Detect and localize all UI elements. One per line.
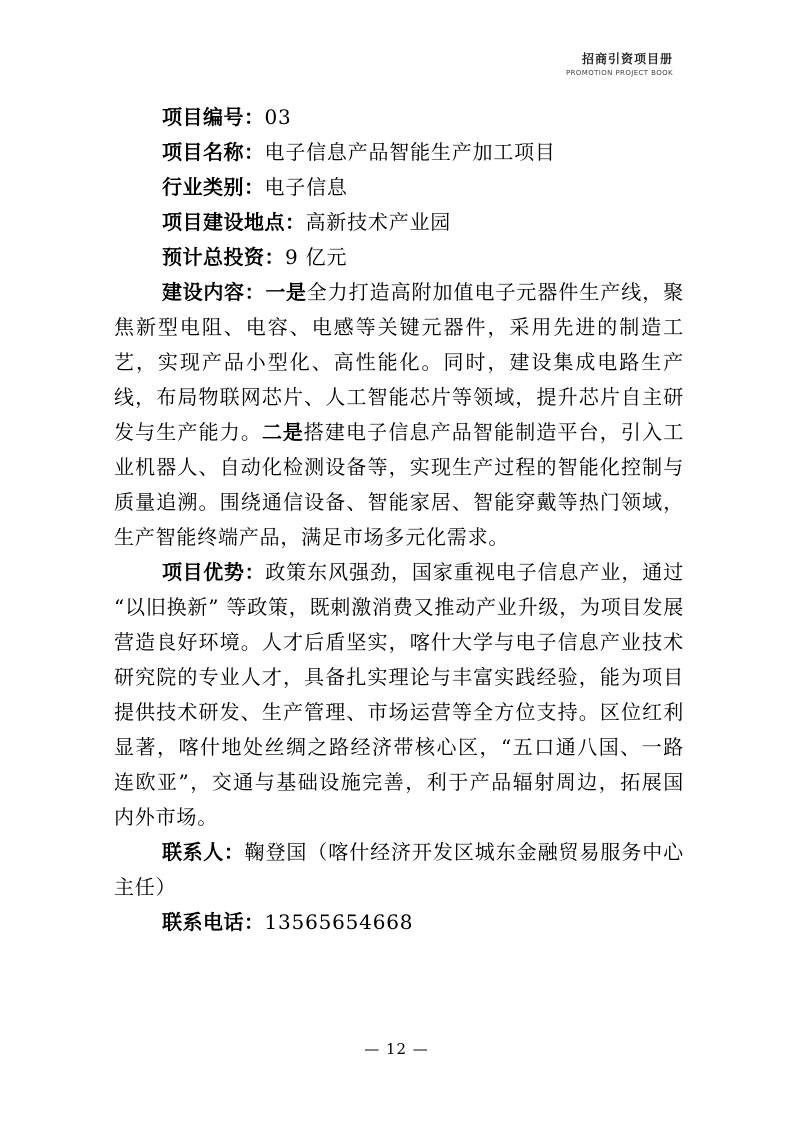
contact-paragraph — [114, 835, 684, 905]
project-name-value: 电子信息产品智能生产加工项目 — [264, 140, 556, 164]
contact-label: 联系人： — [162, 840, 245, 864]
advantage-text: 政策东风强劲，国家重视电子信息产业，通过 “以旧换新” 等政策，既刺激消费又推动产业升级，为项目发展营造良好环境。人才后盾坚实，喀什大学与电子信息产业技术研究院的专业人才，具备扎实理论与丰富实践经验，能为项目提供技术研发、生产管理、市场运营等全方位支持。区位红利显著，喀什地处丝绸之路经济带核心区，“五口通八国、一路连欧亚”，交通与基础设施完善，利于产品辐射周边，拓展国内外市场。 — [114, 560, 685, 829]
content-part1-text: 全力打造高附加值电子元器件生产线，聚焦新型电阻、电容、电感等关键元器件，采用先进的制造工艺，实现产品小型化、高性能化。同时，建设集成电路生产线，布局物联网芯片、人工智能芯片等领域，提升芯片自主研发与生产能力。 — [114, 280, 685, 444]
location-value: 高新技术产业园 — [305, 210, 452, 234]
page-number: — 12 — — [364, 1040, 429, 1058]
investment-label: 预计总投资： — [162, 245, 285, 269]
advantage-label: 项目优势： — [162, 560, 266, 584]
investment-value: 9 亿元 — [285, 245, 348, 269]
project-number-value: 03 — [264, 105, 292, 129]
location-row — [114, 205, 684, 240]
industry-label: 行业类别： — [162, 175, 265, 199]
phone-row — [114, 905, 684, 940]
project-name-row — [114, 135, 684, 170]
content-part1-label: 一是 — [265, 280, 307, 304]
brand-title: 招商引资项目册 — [581, 52, 673, 66]
industry-row — [114, 170, 684, 205]
project-name-label: 项目名称： — [162, 140, 265, 164]
contact-value: 鞠登国（喀什经济开发区城东金融贸易服务中心主任） — [114, 840, 684, 899]
project-details — [114, 100, 684, 940]
project-number-label: 项目编号： — [162, 105, 265, 129]
brand-subtitle: PROMOTION PROJECT BOOK — [565, 69, 673, 77]
industry-value: 电子信息 — [264, 175, 348, 199]
advantage-paragraph — [114, 555, 684, 835]
content-part2-label: 二是 — [262, 420, 304, 444]
content-part2-text: 搭建电子信息产品智能制造平台，引入工业机器人、自动化检测设备等，实现生产过程的智能化控制与质量追溯。围绕通信设备、智能家居、智能穿戴等热门领域，生产智能终端产品，满足市场多元化需求。 — [114, 420, 685, 549]
construction-content-label: 建设内容： — [162, 280, 266, 304]
location-label: 项目建设地点： — [162, 210, 306, 234]
construction-content-paragraph — [114, 275, 684, 555]
brand-header — [566, 50, 673, 77]
project-number-row — [114, 100, 684, 135]
phone-value: 13565654668 — [264, 910, 414, 934]
phone-label: 联系电话： — [162, 910, 265, 934]
investment-row — [114, 240, 684, 275]
